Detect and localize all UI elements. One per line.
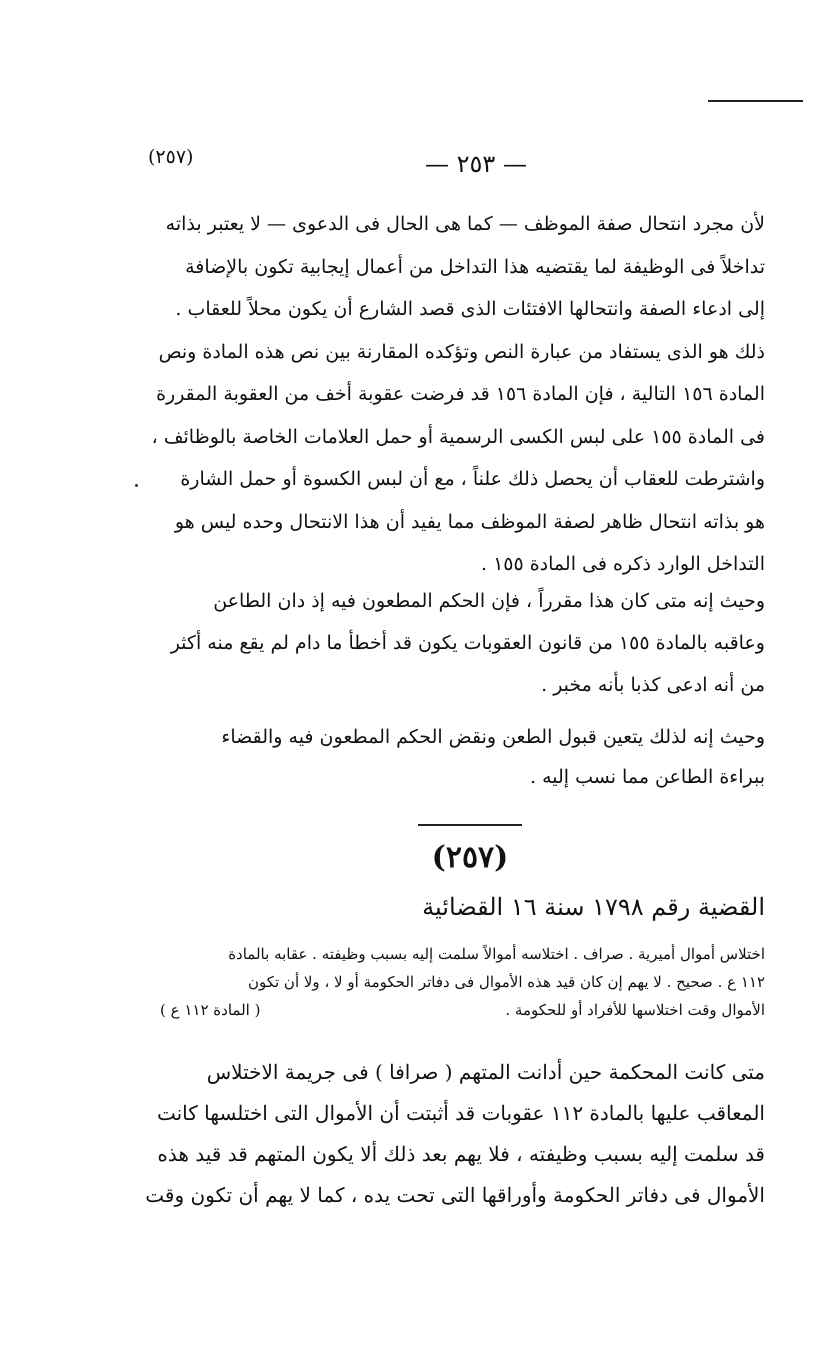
print-speck [135, 484, 138, 487]
text-line: التداخل الوارد ذكره فى المادة ١٥٥ . [480, 553, 765, 575]
top-rule [708, 100, 803, 102]
text-line: ببراءة الطاعن مما نسب إليه . [530, 766, 765, 788]
text-line: وعاقبه بالمادة ١٥٥ من قانون العقوبات يكون قد أخطأ ما دام لم يقع منه أكثر [170, 632, 765, 654]
summary-line-text: الأموال وقت اختلاسها للأفراد أو للحكومة . [505, 1001, 765, 1019]
text-line: لأن مجرد انتحال صفة الموظف — كما هى الحال فى الدعوى — لا يعتبر بذاته [165, 213, 765, 235]
text-line: وحيث إنه متى كان هذا مقرراً ، فإن الحكم المطعون فيه إذ دان الطاعن [213, 590, 765, 612]
text-line: ذلك هو الذى يستفاد من عبارة النص وتؤكده المقارنة بين نص هذه المادة ونص [158, 340, 765, 363]
case-number-heading: (٢٥٧) [431, 840, 509, 875]
article-reference: ( المادة ١١٢ ع ) [160, 1001, 261, 1019]
ruling-line: المعاقب عليها بالمادة ١١٢ عقوبات قد أثبتت أن الأموال التى اختلسها كانت [156, 1101, 765, 1125]
paragraph-reasoning-1 [151, 213, 765, 598]
case-title: القضية رقم ١٧٩٨ سنة ١٦ القضائية [422, 893, 765, 921]
running-case-reference: (٢٥٧) [148, 146, 194, 168]
text-line: وحيث إنه لذلك يتعين قبول الطعن ونقض الحكم المطعون فيه والقضاء [221, 726, 765, 748]
ruling-line: الأموال فى دفاتر الحكومة وأوراقها التى تحت يده ، كما لا يهم أن تكون وقت [145, 1183, 765, 1207]
text-line: فى المادة ١٥٥ على لبس الكسى الرسمية أو حمل العلامات الخاصة بالوظائف ، [151, 425, 765, 448]
text-line: هو بذاته انتحال ظاهر لصفة الموظف مما يفيد أن هذا الانتحال وحده ليس هو [174, 510, 765, 533]
text-line: إلى ادعاء الصفة وانتحالها الافتئات الذى قصد الشارع أن يكون محلاً للعقاب . [175, 298, 765, 320]
text-line: المادة ١٥٦ التالية ، فإن المادة ١٥٦ قد فرضت عقوبة أخف من العقوبة المقررة [156, 383, 765, 405]
ruling-line: قد سلمت إليه بسبب وظيفته ، فلا يهم بعد ذلك ألا يكون المتهم قد قيد هذه [157, 1142, 765, 1166]
text-line: من أنه ادعى كذبا بأنه مخبر . [541, 674, 765, 696]
ruling-line: متى كانت المحكمة حين أدانت المتهم ( صرافا ) فى جريمة الاختلاس [206, 1060, 765, 1084]
section-divider [418, 824, 522, 826]
text-line: تداخلاً فى الوظيفة لما يقتضيه هذا التداخل من أعمال إيجابية تكون بالإضافة [185, 255, 765, 278]
text-line: واشترطت للعقاب أن يحصل ذلك علناً ، مع أن لبس الكسوة أو حمل الشارة [180, 468, 765, 490]
paragraph-judgment [155, 728, 765, 808]
page-number: — ٢٥٣ — [425, 150, 527, 178]
ruling-paragraph [145, 1060, 765, 1224]
summary-line [160, 1001, 765, 1029]
case-summary [160, 945, 765, 1029]
summary-line: ١١٢ ع . صحيح . لا يهم إن كان قيد هذه الأموال فى دفاتر الحكومة أو لا ، ولا أن تكون [247, 973, 765, 991]
summary-line: اختلاس أموال أميرية . صراف . اختلاسه أموالاً سلمت إليه بسبب وظيفته . عقابه بالمادة [228, 945, 765, 963]
paragraph-reasoning-2 [155, 592, 765, 718]
